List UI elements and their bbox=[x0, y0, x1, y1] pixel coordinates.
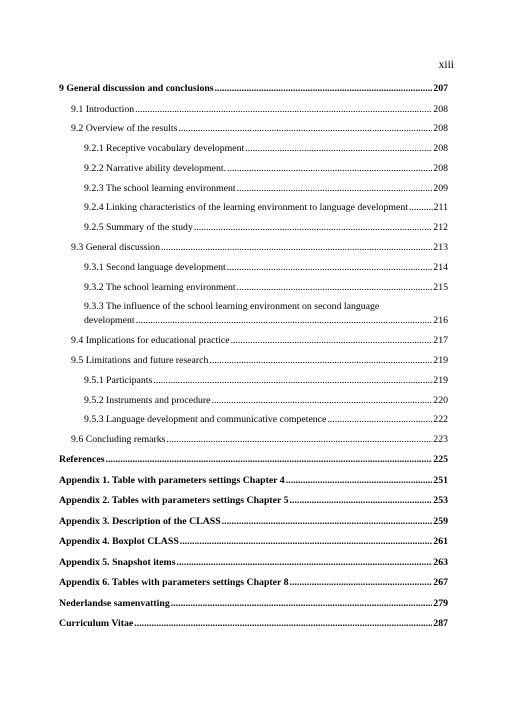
dot-leader bbox=[153, 375, 432, 387]
toc-entry-title: Appendix 1. Table with parameters settings Chapter 4 bbox=[59, 474, 285, 486]
toc-entry-page: 220 bbox=[433, 394, 448, 406]
toc-entry[interactable] bbox=[59, 557, 448, 569]
dot-leader bbox=[327, 414, 432, 426]
toc-entry-page: 217 bbox=[433, 335, 448, 347]
dot-leader bbox=[222, 516, 433, 528]
toc-entry[interactable] bbox=[59, 454, 448, 466]
toc-entry[interactable] bbox=[59, 475, 448, 487]
toc-entry-page: 222 bbox=[433, 414, 448, 426]
toc-entry-title: 9.4 Implications for educational practice bbox=[71, 335, 230, 347]
dot-leader bbox=[209, 355, 432, 367]
toc-entry-page: 208 bbox=[433, 143, 448, 155]
toc-entry-page: 279 bbox=[433, 597, 448, 609]
toc-entry[interactable] bbox=[59, 355, 448, 367]
toc-entry[interactable] bbox=[59, 434, 448, 446]
toc-entry-page: 212 bbox=[433, 222, 448, 234]
toc-entry-title: 9.3.2 The school learning environment bbox=[84, 281, 236, 293]
toc-entry-title: 9.3.1 Second language development bbox=[84, 261, 226, 273]
toc-entry-page: 253 bbox=[433, 495, 448, 507]
toc-entry-page: 211 bbox=[433, 202, 448, 214]
toc-entry-page: 259 bbox=[433, 515, 448, 527]
toc-entry-title: 9.1 Introduction bbox=[71, 103, 135, 115]
dot-leader bbox=[166, 434, 432, 446]
toc-entry[interactable] bbox=[59, 414, 448, 426]
toc-entry-title: Curriculum Vitae bbox=[59, 618, 134, 630]
dot-leader bbox=[286, 475, 433, 487]
toc-entry-page: 251 bbox=[433, 474, 448, 486]
toc-entry-title: Appendix 5. Snapshot items bbox=[59, 556, 176, 568]
toc-entry[interactable] bbox=[59, 577, 448, 589]
toc-entry[interactable] bbox=[59, 262, 448, 274]
toc-entry-page: 208 bbox=[433, 103, 448, 115]
toc-entry-title: Appendix 3. Description of the CLASS bbox=[59, 515, 221, 527]
toc-entry-title: 9.2.4 Linking characteristics of the learning environment to language development bbox=[84, 202, 409, 214]
toc-entry-title: 9.2.3 The school learning environment bbox=[84, 182, 236, 194]
table-of-contents bbox=[59, 83, 448, 639]
toc-entry-page: 214 bbox=[433, 261, 448, 273]
dot-leader bbox=[194, 222, 432, 234]
toc-entry[interactable] bbox=[59, 143, 448, 155]
toc-entry-title: Appendix 2. Tables with parameters settings Chapter 5 bbox=[59, 495, 289, 507]
toc-entry-page: 261 bbox=[433, 536, 448, 548]
dot-leader bbox=[134, 618, 432, 630]
toc-entry-title: 9.3 General discussion bbox=[71, 242, 160, 254]
toc-entry[interactable] bbox=[59, 598, 448, 610]
toc-entry-title: 9.5 Limitations and future research bbox=[71, 355, 209, 367]
dot-leader bbox=[409, 202, 433, 214]
toc-entry-title: 9.5.3 Language development and communicative competence bbox=[84, 414, 327, 426]
toc-entry-title-line: 9.3.3 The influence of the school learning environment on second language bbox=[84, 301, 380, 313]
toc-entry-title: 9 General discussion and conclusions bbox=[59, 83, 214, 94]
toc-entry-page: 219 bbox=[433, 355, 448, 367]
toc-entry-title: Nederlandse samenvatting bbox=[59, 597, 170, 609]
dot-leader bbox=[177, 557, 433, 569]
toc-entry[interactable] bbox=[59, 536, 448, 548]
toc-entry-title: 9.2.2 Narrative ability development. bbox=[84, 162, 227, 174]
dot-leader bbox=[106, 454, 433, 466]
toc-entry-title: Appendix 4. Boxplot CLASS bbox=[59, 536, 179, 548]
toc-entry-title: Appendix 6. Tables with parameters settings Chapter 8 bbox=[59, 577, 289, 589]
toc-entry[interactable] bbox=[59, 202, 448, 214]
toc-entry[interactable] bbox=[59, 163, 448, 175]
toc-entry[interactable] bbox=[59, 222, 448, 234]
dot-leader bbox=[135, 104, 432, 116]
toc-entry-page: 208 bbox=[433, 123, 448, 135]
toc-entry-title: 9.6 Concluding remarks bbox=[71, 434, 166, 446]
toc-entry[interactable] bbox=[59, 104, 448, 116]
dot-leader bbox=[290, 577, 433, 589]
dot-leader bbox=[215, 83, 433, 95]
toc-entry-page: 213 bbox=[433, 242, 448, 254]
toc-entry-page: 287 bbox=[433, 618, 448, 630]
toc-entry[interactable] bbox=[59, 395, 448, 407]
toc-entry-title: 9.5.2 Instruments and procedure bbox=[84, 394, 211, 406]
toc-entry[interactable] bbox=[59, 123, 448, 135]
dot-leader bbox=[227, 262, 433, 274]
toc-entry-page: 225 bbox=[433, 454, 448, 466]
toc-entry[interactable] bbox=[59, 83, 448, 95]
dot-leader bbox=[245, 143, 432, 155]
toc-entry-title: 9.2.5 Summary of the study bbox=[84, 222, 193, 234]
dot-leader bbox=[227, 163, 432, 175]
toc-entry-page: 263 bbox=[433, 556, 448, 568]
dot-leader bbox=[290, 495, 433, 507]
toc-entry[interactable] bbox=[59, 375, 448, 387]
toc-entry[interactable] bbox=[59, 516, 448, 528]
toc-entry-title: 9.5.1 Participants bbox=[84, 374, 153, 386]
toc-entry-page: 267 bbox=[433, 577, 448, 589]
toc-entry[interactable] bbox=[59, 242, 448, 254]
toc-entry-title: 9.2.1 Receptive vocabulary development bbox=[84, 143, 245, 155]
dot-leader bbox=[231, 335, 433, 347]
page-number: xiii bbox=[438, 59, 454, 71]
dot-leader bbox=[237, 183, 433, 195]
toc-entry-title: References bbox=[59, 454, 105, 466]
toc-entry-page: 216 bbox=[433, 315, 448, 327]
dot-leader bbox=[212, 395, 433, 407]
toc-entry-page: 219 bbox=[433, 374, 448, 386]
toc-entry-page: 207 bbox=[433, 83, 448, 94]
dot-leader bbox=[161, 242, 432, 254]
toc-entry[interactable] bbox=[59, 301, 448, 327]
toc-entry[interactable] bbox=[59, 183, 448, 195]
dot-leader bbox=[180, 536, 433, 548]
dot-leader bbox=[136, 315, 433, 327]
dot-leader bbox=[171, 598, 433, 610]
toc-entry-page: 208 bbox=[433, 162, 448, 174]
toc-entry-title: 9.2 Overview of the results bbox=[71, 123, 178, 135]
dot-leader bbox=[237, 282, 433, 294]
toc-entry-page: 223 bbox=[433, 434, 448, 446]
toc-entry[interactable] bbox=[59, 618, 448, 630]
toc-entry[interactable] bbox=[59, 282, 448, 294]
toc-entry-page: 209 bbox=[433, 182, 448, 194]
toc-entry[interactable] bbox=[59, 335, 448, 347]
toc-entry-title: development bbox=[84, 315, 135, 327]
toc-entry[interactable] bbox=[59, 495, 448, 507]
toc-entry-page: 215 bbox=[433, 281, 448, 293]
dot-leader bbox=[178, 123, 432, 135]
